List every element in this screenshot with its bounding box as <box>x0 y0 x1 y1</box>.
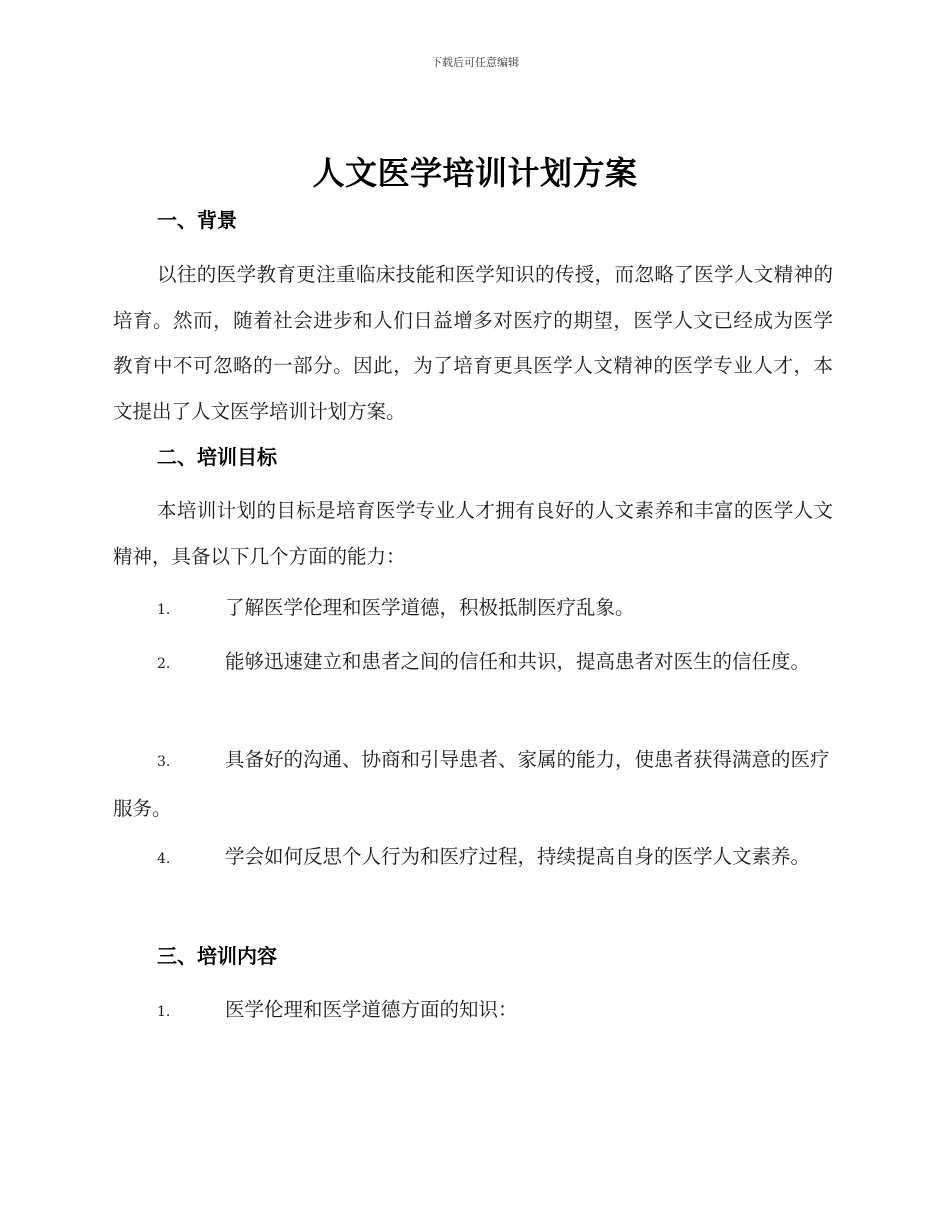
list-item-text: 学会如何反思个人行为和医疗过程，持续提高自身的医学人文素养。 <box>225 845 811 868</box>
section-heading-goals: 二、培训目标 <box>157 445 277 469</box>
list-number: 3. <box>157 754 171 770</box>
background-paragraph: 以往的医学教育更注重临床技能和医学知识的传授，而忽略了医学人文精神的培育。然而，随着社会进步和人们日益增多对医疗的期望，医学人文已经成为医学教育中不可忽略的一部分。因此，为了培育更具医学人文精神的医学专业人才，本文提出了人文医学培训计划方案。 <box>113 263 833 423</box>
list-item-text: 了解医学伦理和医学道德，积极抵制医疗乱象。 <box>225 596 635 619</box>
goal-list-item <box>113 585 833 634</box>
content-list-item <box>113 987 833 1036</box>
list-item-text: 具备好的沟通、协商和引导患者、家属的能力，使患者获得满意的医疗服务。 <box>113 748 830 820</box>
list-item-text: 能够迅速建立和患者之间的信任和共识，提高患者对医生的信任度。 <box>225 650 811 673</box>
document-title: 人文医学培训计划方案 <box>312 154 638 192</box>
section-heading-background: 一、背景 <box>157 208 237 232</box>
list-number: 2. <box>157 656 171 672</box>
goal-list-item <box>113 737 833 831</box>
list-item-text: 医学伦理和医学道德方面的知识： <box>225 998 518 1021</box>
list-number: 4. <box>157 851 171 867</box>
list-number: 1. <box>157 1004 171 1020</box>
goal-list-item <box>113 834 833 883</box>
goals-intro-paragraph: 本培训计划的目标是培育医学专业人才拥有良好的人文素养和丰富的医学人文精神，具备以下几个方面的能力： <box>113 499 833 568</box>
goal-list-item <box>113 639 833 688</box>
list-number: 1. <box>157 602 171 618</box>
section-heading-content: 三、培训内容 <box>157 944 277 968</box>
header-note: 下载后可任意编辑 <box>431 56 519 69</box>
